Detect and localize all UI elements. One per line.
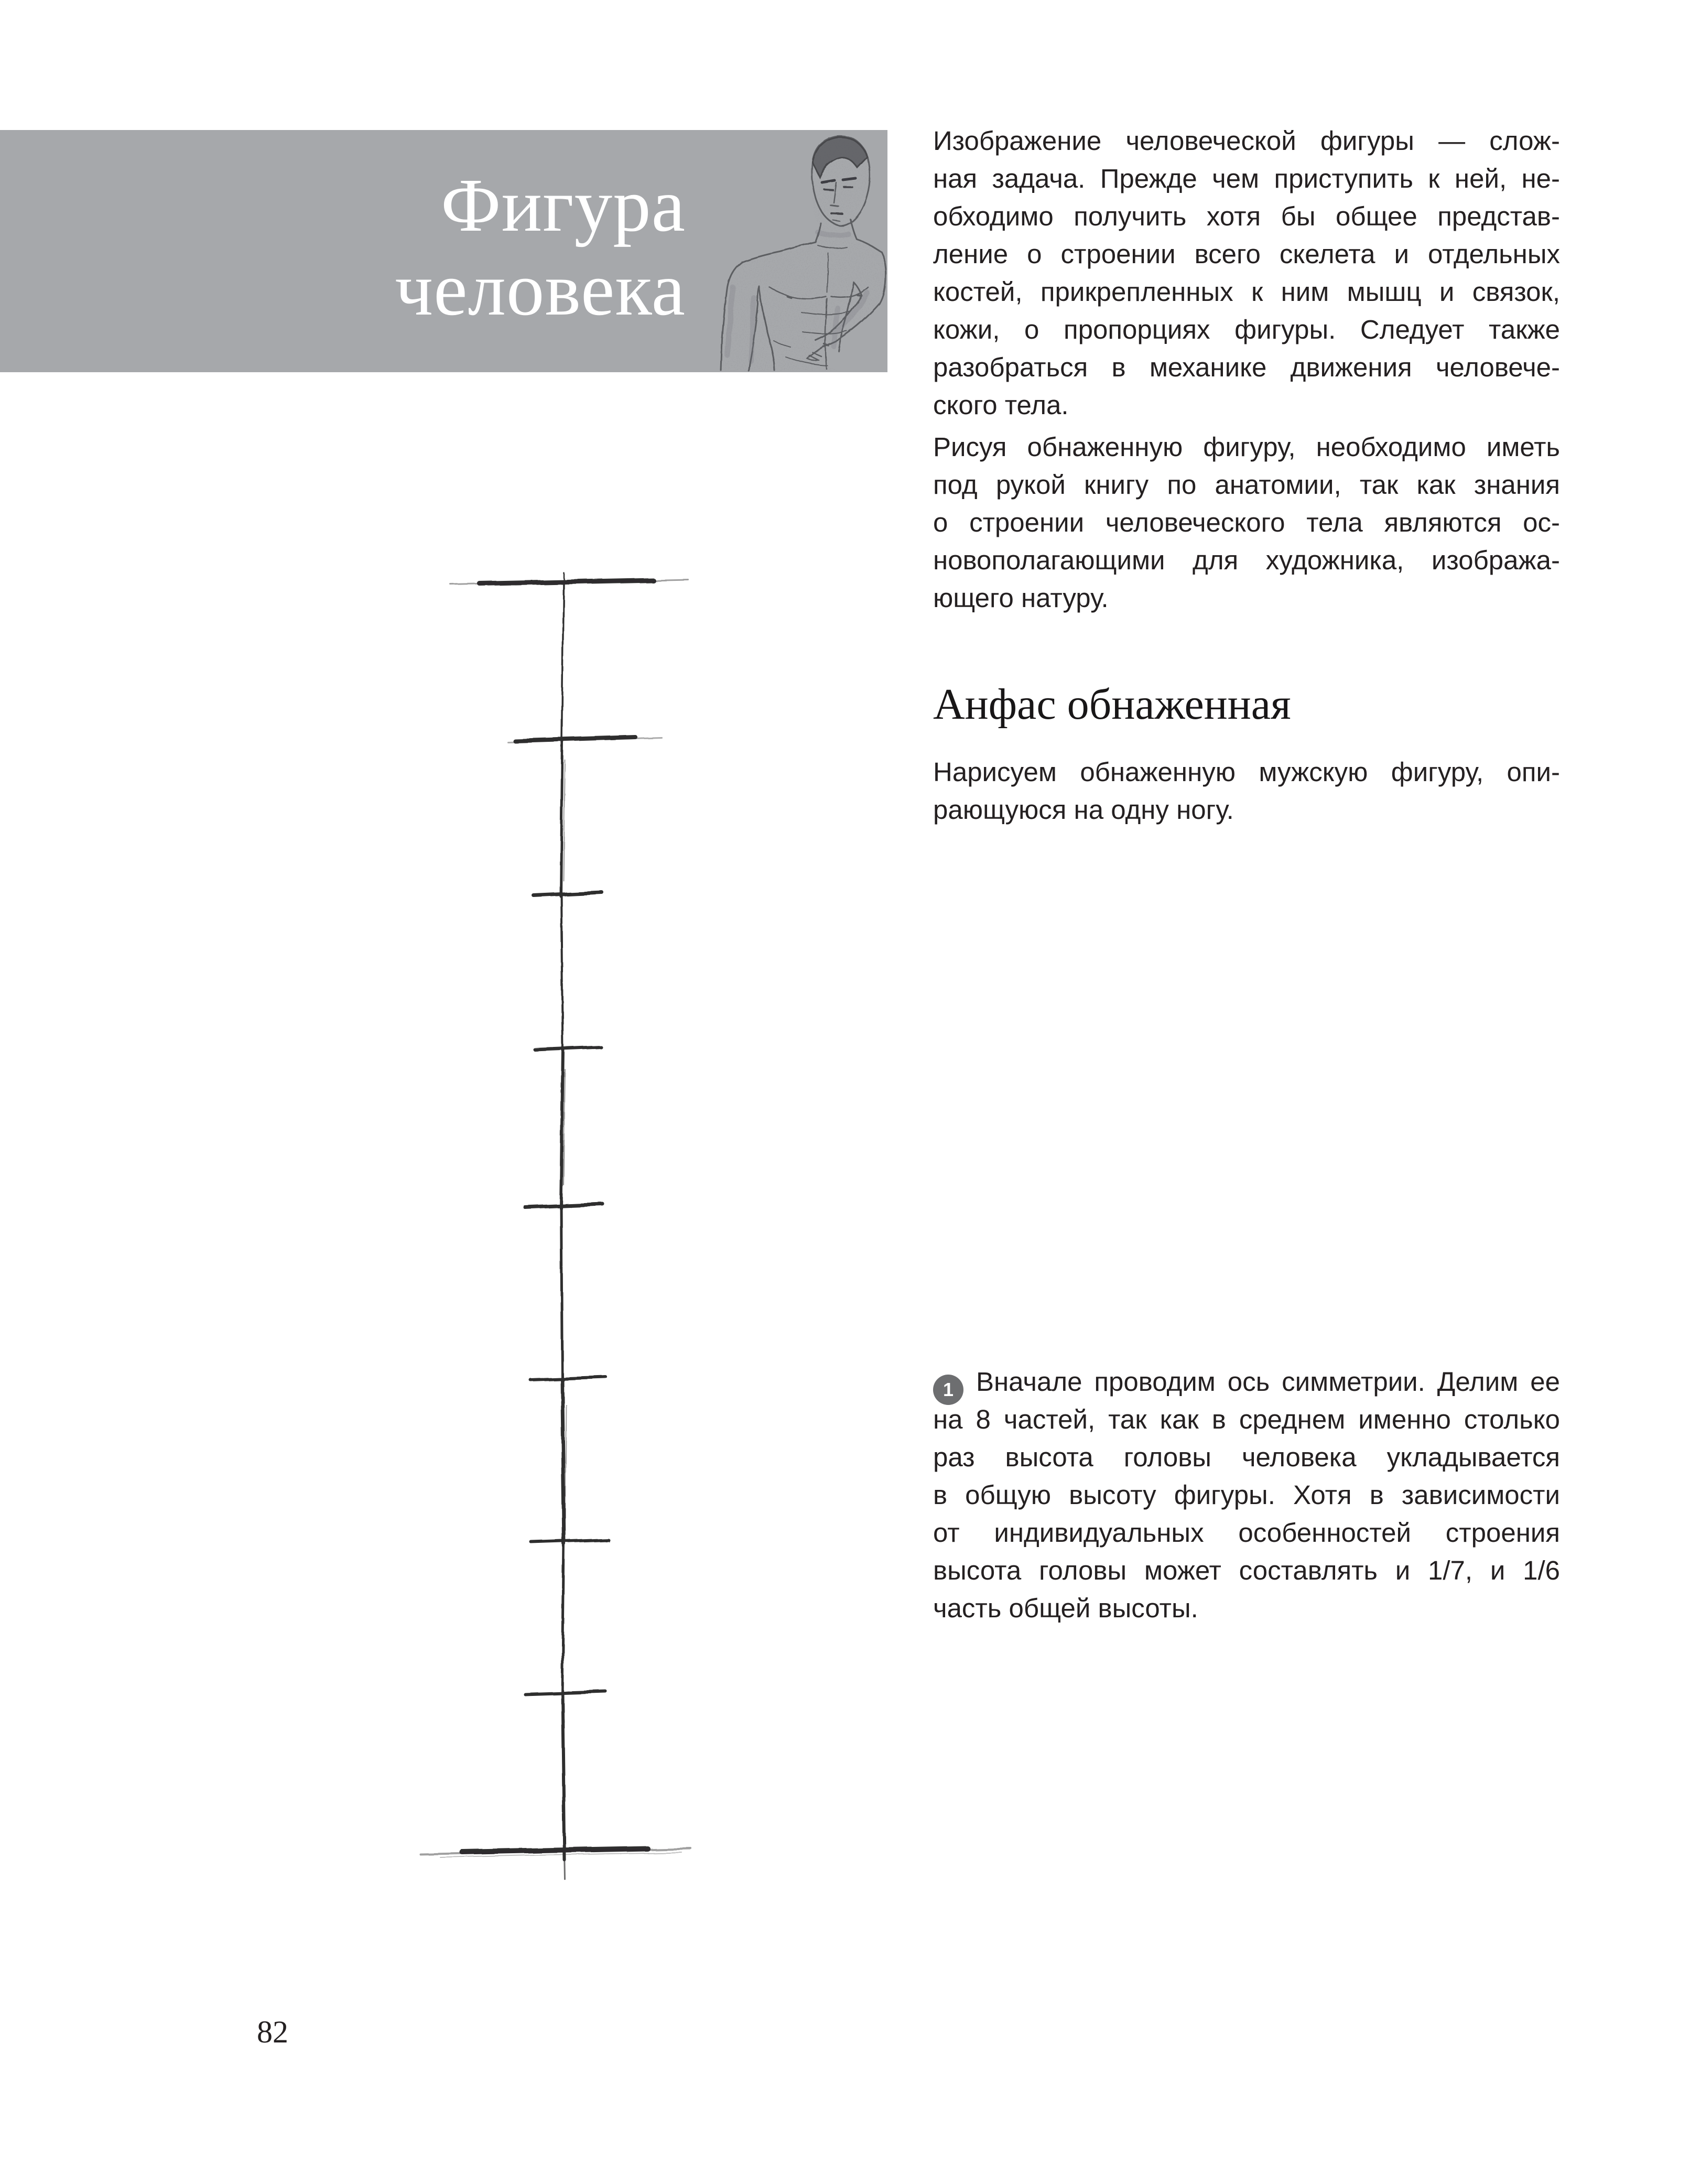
- text-line: часть общей высоты.: [933, 1593, 1198, 1623]
- chapter-title: [395, 164, 686, 331]
- text-line: разобраться в механике движения человече-: [933, 352, 1560, 382]
- text-line: костей, прикрепленных к ним мышц и связок,: [933, 277, 1560, 307]
- text-line: Изображение человеческой фигуры — слож-: [933, 126, 1560, 156]
- text-line: Нарисуем обнаженную мужскую фигуру, опи-: [933, 757, 1560, 787]
- intro-paragraph-2: [933, 428, 1560, 617]
- section-paragraph: [933, 753, 1560, 829]
- text-line: рающуюся на одну ногу.: [933, 795, 1234, 825]
- text-line: под рукой книгу по анатомии, так как знания: [933, 470, 1560, 500]
- text-line: [933, 1363, 1560, 1401]
- chapter-banner: [0, 130, 887, 372]
- page-number: 82: [257, 2015, 288, 2049]
- text-line: новополагающими для художника, изобража-: [933, 545, 1560, 575]
- text-line: раз высота головы человека укладывается: [933, 1442, 1560, 1472]
- text-line: в общую высоту фигуры. Хотя в зависимости: [933, 1480, 1560, 1510]
- text-line: на 8 частей, так как в среднем именно столько: [933, 1404, 1560, 1434]
- chapter-title-line2: человека: [395, 247, 686, 331]
- text-line: кожи, о пропорциях фигуры. Следует также: [933, 315, 1560, 344]
- figure-silhouette-texture: [721, 136, 886, 371]
- text-line: ная задача. Прежде чем приступить к ней, не-: [933, 164, 1560, 193]
- step-1-paragraph: [933, 1363, 1560, 1627]
- symmetry-axis-sketch: [367, 566, 765, 1887]
- male-figure-sketch: [680, 130, 887, 372]
- intro-paragraph-1: [933, 122, 1560, 424]
- chapter-title-line1: Фигура: [441, 164, 686, 247]
- text-line: ющего натуру.: [933, 583, 1109, 613]
- text-line: высота головы может составлять и 1/7, и 1/6: [933, 1555, 1560, 1585]
- text-line: ского тела.: [933, 390, 1069, 420]
- text-line: о строении человеческого тела являются ос-: [933, 507, 1560, 537]
- step-number-badge: 1: [933, 1375, 963, 1405]
- step-line-text: Вначале проводим ось симметрии. Делим ее: [976, 1367, 1560, 1397]
- section-heading: Анфас обнаженная: [933, 680, 1291, 729]
- text-line: Рисуя обнаженную фигуру, необходимо иметь: [933, 432, 1560, 462]
- text-line: от индивидуальных особенностей строения: [933, 1518, 1560, 1548]
- text-line: ление о строении всего скелета и отдельных: [933, 239, 1560, 269]
- text-line: обходимо получить хотя бы общее представ-: [933, 201, 1560, 231]
